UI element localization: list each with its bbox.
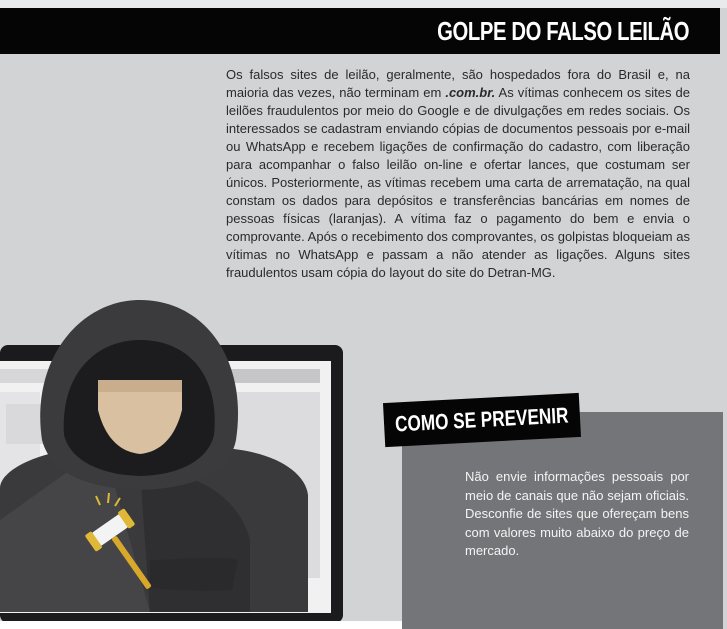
prevention-text: Não envie informações pessoais por meio de canais que não sejam oficiais. Desconfie de sites que ofereçam bens com valores muito abaixo do preço de mercado.: [465, 469, 689, 558]
prevention-heading: COMO SE PREVENIR: [394, 402, 570, 437]
intro-domain: .com.br.: [445, 85, 496, 100]
bottom-strip: [0, 621, 402, 629]
intro-text-part2: As vítimas conhecem os sites de leilões fraudulentos por meio do Google e de divulgações em redes sociais. Os interessados se cadastram enviando cópias de documentos pessoais por e-mail ou WhatsApp e recebem ligações de confirmação do cadastro, com liberação para acompanhar o falso leilão on-line e ofertar lances, que costumam ser únicos. Posteriormente, as vítimas recebem uma carta de arrematação, na qual constam os dados para depósitos e transferências bancárias em nomes de pessoas físicas (laranjas). A vítima faz o pagamento do bem e envia o comprovante. Após o recebimento dos comprovantes, os golpistas bloqueiam as vítimas no WhatsApp e passam a não atender as ligações. Alguns sites fraudulentos usam cópia do layout do site do Detran-MG.: [226, 85, 690, 280]
intro-text-part1: Os falsos sites de leilão, geralmente, são hospedados fora do Brasil e, na maioria das vezes, não terminam em: [226, 67, 690, 100]
page-title: GOLPE DO FALSO LEILÃO: [436, 16, 689, 46]
